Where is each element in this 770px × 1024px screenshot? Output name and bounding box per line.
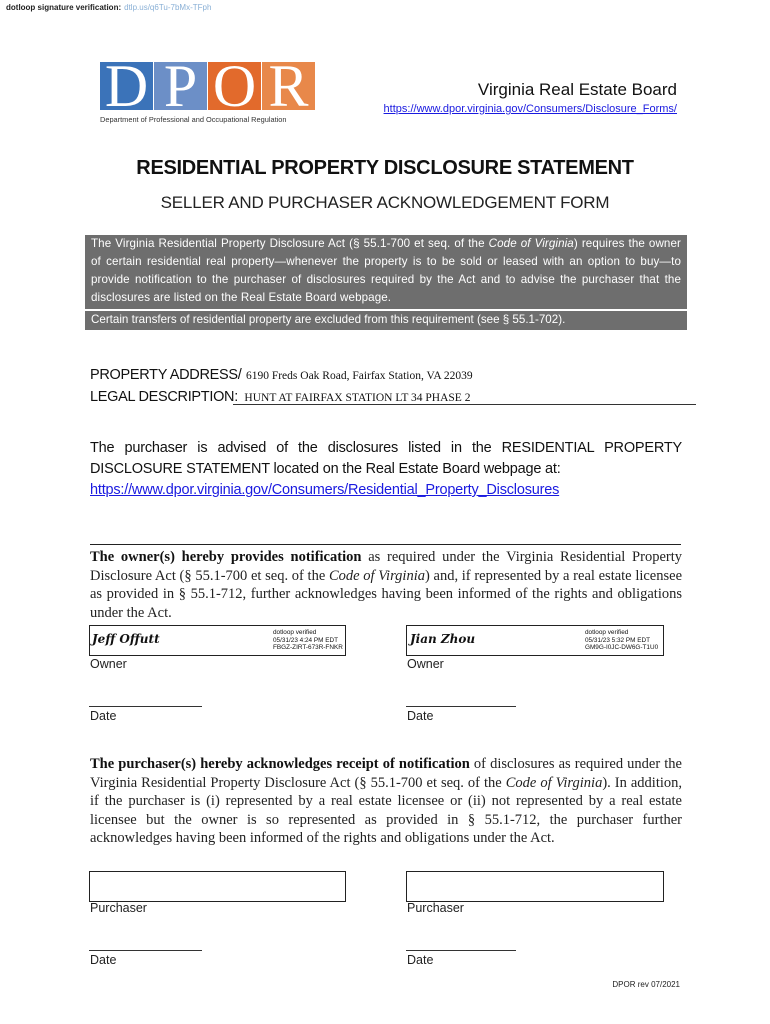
board-title: Virginia Real Estate Board (477, 80, 677, 99)
legal-description-underline (233, 404, 696, 405)
owner1-date-label: Date (90, 709, 117, 723)
purchaser-text-b: ). In addition, if the purchaser is (i) represented by a real estate licensee or (ii) not represented by a real estate licensee but the owner is so represented as provided in § 55.1-712, the purchaser further acknowledges having been informed of the rights and obligations under the Act. (90, 774, 682, 846)
purchaser1-date-label: Date (90, 953, 117, 967)
purchaser1-signature-box[interactable] (89, 871, 346, 902)
notice-text-a: The Virginia Residential Property Disclosure Act (§ 55.1-700 et seq. of the (91, 237, 489, 250)
owner2-signature-box[interactable] (406, 625, 664, 656)
legal-description-value[interactable]: HUNT AT FAIRFAX STATION LT 34 PHASE 2 (244, 392, 471, 404)
logo-letter-p: P (154, 62, 207, 110)
purchaser2-signature-box[interactable] (406, 871, 664, 902)
owner1-stamp-line3: FBGZ-ZIRT-673R-FNKR (273, 644, 343, 651)
owner-text-b: ) and, if represented by a real estate licensee as provided in § 55.1-712, further acknowledges having been informed of the rights and obligations under the Act. (90, 567, 683, 621)
purchaser-text-a: of disclosures as required under the Virginia Residential Property Disclosure Act (§ 55.1-700 et seq. of the (90, 756, 682, 791)
purchaser2-date-line[interactable] (406, 950, 516, 951)
logo-subtitle: Department of Professional and Occupational Regulation (100, 115, 287, 124)
owner1-stamp-line2: 05/31/23 4:24 PM EDT (273, 636, 339, 644)
notice-text-b: ) requires the owner of certain residential real property—whenever the property is to be sold or leased with an option to buy—to provide notification to the purchaser of disclosures required by the Act and to advise the purchaser that the disclosures are listed on the Real Estate Board webpage. (91, 237, 681, 304)
page-subtitle: SELLER AND PURCHASER ACKNOWLEDGEMENT FORM (160, 193, 610, 212)
owner1-dotloop-stamp (273, 629, 343, 652)
page-title: RESIDENTIAL PROPERTY DISCLOSURE STATEMENT (136, 157, 634, 179)
purchaser2-date-label: Date (407, 953, 434, 967)
owner1-date-line[interactable] (89, 706, 202, 707)
owner1-signature-box[interactable] (89, 625, 346, 656)
owner1-signature: Jeff Offutt (92, 632, 160, 646)
owner-notification-bold: The owner(s) hereby provides notification (90, 549, 362, 565)
property-address-label: PROPERTY ADDRESS/ (90, 367, 242, 383)
purchaser-acknowledgement-paragraph (90, 755, 682, 848)
owner1-stamp-line1: dotloop verified (273, 629, 317, 636)
advisory-text: The purchaser is advised of the disclosures listed in the RESIDENTIAL PROPERTY DISCLOSURE STATEMENT located on the Real Estate Board webpage at: (90, 440, 682, 477)
notice-paragraph (85, 235, 687, 309)
notice-exclusions: Certain transfers of residential property are excluded from this requirement (see § 55.1-702). (85, 311, 687, 330)
owner2-stamp-line2: 05/31/23 5:32 PM EDT (585, 636, 651, 644)
advisory-paragraph (90, 438, 682, 501)
purchaser-code-of-virginia: Code of Virginia (505, 774, 603, 791)
owner2-signature: Jian Zhou (410, 632, 476, 646)
owner-notification-paragraph (90, 548, 682, 622)
owner2-stamp-line1: dotloop verified (585, 629, 629, 636)
purchaser-ack-bold: The purchaser(s) hereby acknowledges receipt of notification (90, 756, 470, 772)
owner-code-of-virginia: Code of Virginia (328, 567, 425, 584)
owner2-dotloop-stamp (585, 629, 658, 652)
disclosure-forms-link[interactable]: https://www.dpor.virginia.gov/Consumers/Disclosure_Forms/ (383, 103, 677, 115)
verification-link[interactable]: dtlp.us/q6Tu-7bMx-TFph (124, 3, 212, 12)
logo-letter-d: D (100, 62, 153, 110)
owner-text-a: as required under the Virginia Residential Property Disclosure Act (§ 55.1-700 et seq. of the (90, 549, 682, 584)
notice-code-of-virginia: Code of Virginia (488, 237, 574, 250)
purchaser2-label: Purchaser (407, 901, 464, 915)
property-address-row (90, 366, 473, 384)
verification-label: dotloop signature verification: (6, 3, 122, 12)
purchaser1-label: Purchaser (90, 901, 147, 915)
purchaser1-date-line[interactable] (89, 950, 202, 951)
dotloop-verification (6, 3, 211, 12)
property-address-value[interactable]: 6190 Freds Oak Road, Fairfax Station, VA 22039 (245, 370, 473, 382)
form-revision: DPOR rev 07/2021 (612, 980, 680, 989)
owner1-label: Owner (90, 657, 127, 671)
owner2-date-label: Date (407, 709, 434, 723)
logo-letter-r: R (262, 62, 315, 110)
owner2-date-line[interactable] (406, 706, 516, 707)
notice-box (85, 235, 687, 330)
legal-description-label: LEGAL DESCRIPTION: (90, 389, 238, 405)
disclosures-link[interactable]: https://www.dpor.virginia.gov/Consumers/Residential_Property_Disclosures (90, 482, 560, 498)
owner2-label: Owner (407, 657, 444, 671)
dpor-logo (100, 62, 316, 126)
logo-letter-o: O (208, 62, 261, 110)
section-divider (90, 544, 681, 545)
owner2-stamp-line3: GM9G-I0JC-DW6G-T1U0 (585, 644, 659, 651)
